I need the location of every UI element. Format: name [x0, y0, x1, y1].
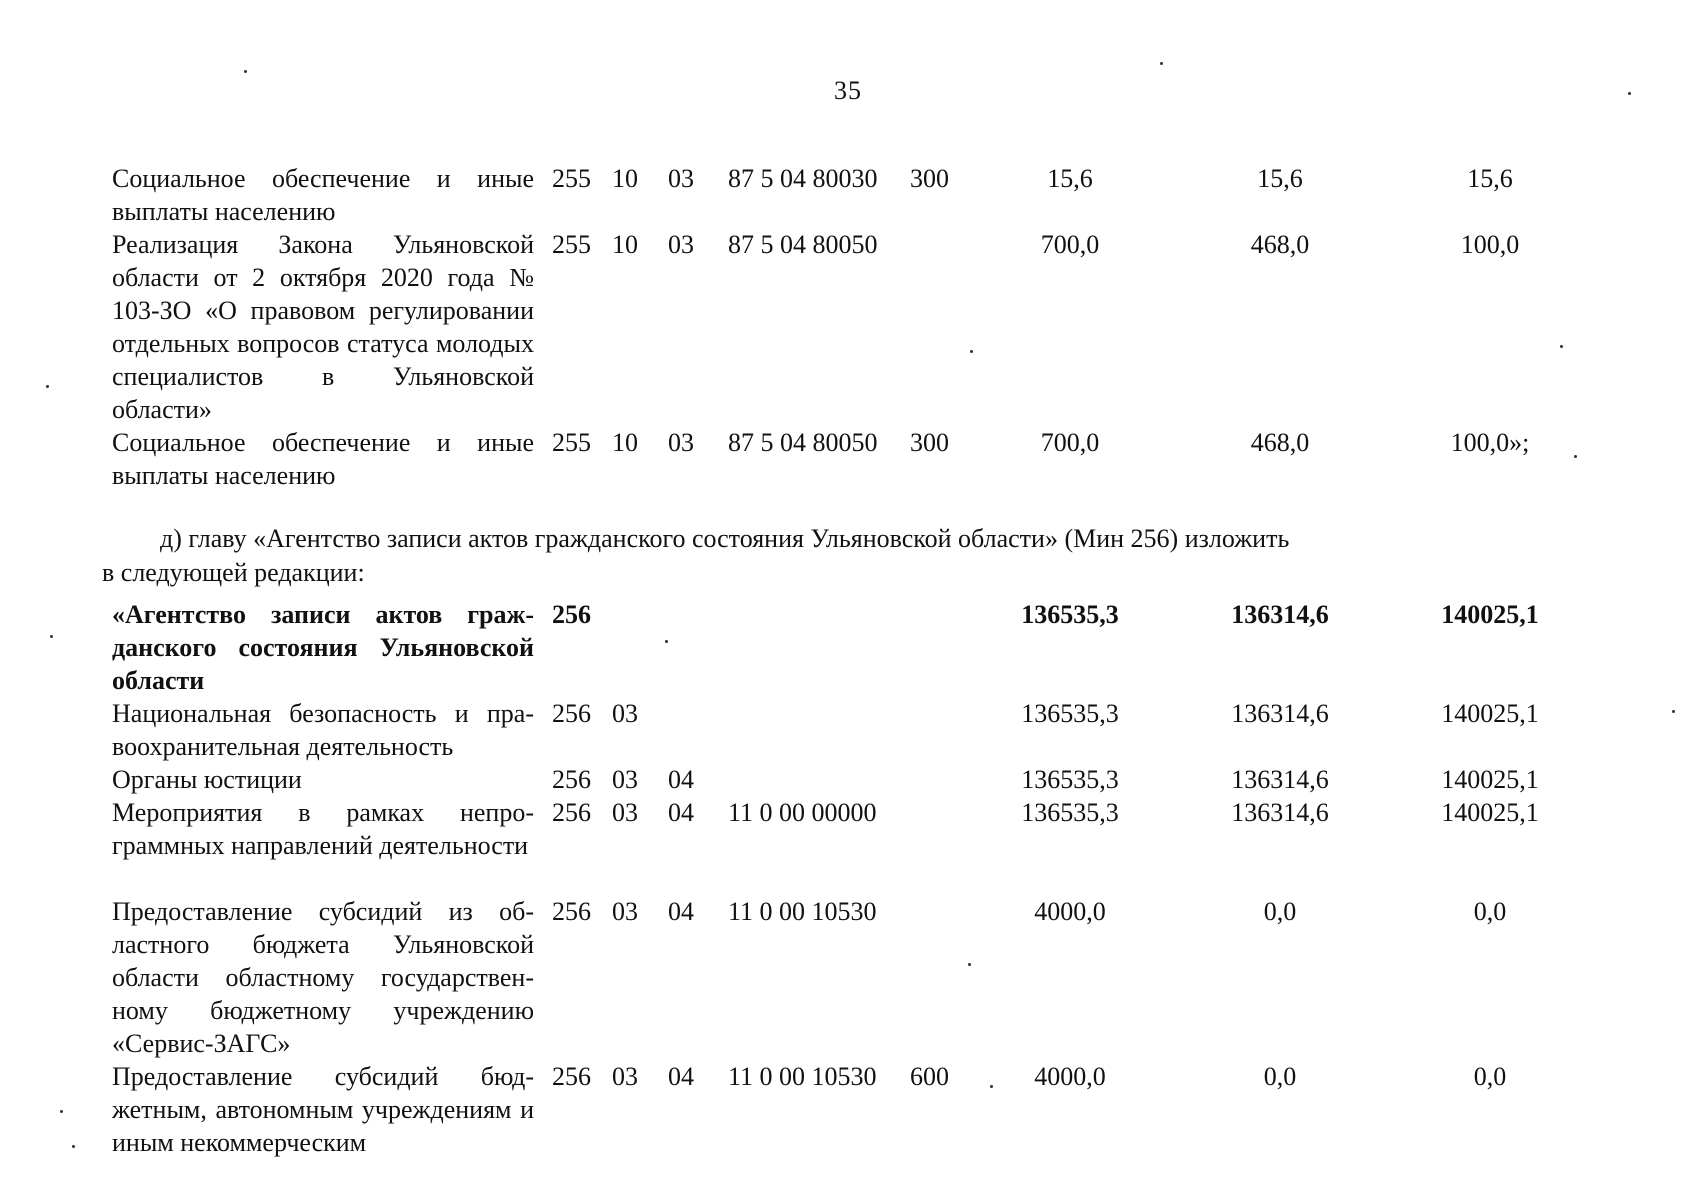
row-year3: 0,0: [1473, 1062, 1507, 1091]
row-csr: 87 5 04 80050: [728, 428, 878, 457]
row-csr: 87 5 04 80050: [728, 230, 878, 259]
row-min: 255: [552, 164, 591, 193]
scan-speck: [1628, 92, 1631, 95]
row-year2: 468,0: [1250, 428, 1310, 457]
table-row: [0, 598, 1696, 697]
row-year3: 15,6: [1467, 164, 1513, 193]
instruction-line-1: д) главу «Агентство записи актов гражданского состояния Ульяновской области» (Мин 256) изложить: [160, 524, 1290, 553]
row-year2: 0,0: [1263, 897, 1297, 926]
row-year1: 700,0: [1040, 230, 1100, 259]
row-vr: 300: [910, 428, 949, 457]
row-rz: 03: [612, 798, 638, 827]
row-year2: 136314,6: [1231, 699, 1329, 728]
scan-speck: [244, 70, 247, 73]
row-csr: 11 0 00 00000: [728, 798, 877, 827]
row-name: Мероприятия в рамках непрограммных направлений деятельности: [112, 798, 534, 860]
row-min: 256: [552, 600, 591, 629]
row-name: Социальное обеспечение и иные выплаты населению: [112, 164, 534, 226]
row-year3: 140025,1: [1441, 798, 1539, 827]
row-pr: 04: [668, 765, 694, 794]
row-pr: 03: [668, 164, 694, 193]
row-year2: 136314,6: [1231, 798, 1329, 827]
row-min: 256: [552, 699, 591, 728]
scan-speck: [1574, 455, 1577, 458]
row-year3: 140025,1: [1441, 699, 1539, 728]
row-rz: 10: [612, 428, 638, 457]
row-pr: 04: [668, 1062, 694, 1091]
row-year1: 700,0: [1040, 428, 1100, 457]
row-csr: 11 0 00 10530: [728, 1062, 877, 1091]
row-rz: 03: [612, 1062, 638, 1091]
row-name: Национальная безопасность и правоохранительная деятельность: [112, 699, 534, 761]
row-year3: 100,0»;: [1450, 428, 1530, 457]
page-number: 35: [834, 76, 862, 105]
table-row: [0, 763, 1696, 796]
row-pr: 04: [668, 798, 694, 827]
row-year3: 100,0: [1460, 230, 1520, 259]
row-year1: 136535,3: [1021, 699, 1119, 728]
row-rz: 03: [612, 765, 638, 794]
row-min: 255: [552, 428, 591, 457]
row-pr: 04: [668, 897, 694, 926]
row-year2: 0,0: [1263, 1062, 1297, 1091]
row-min: 256: [552, 897, 591, 926]
row-vr: 300: [910, 164, 949, 193]
row-pr: 03: [668, 428, 694, 457]
scan-speck: [46, 385, 49, 388]
row-name: Социальное обеспечение и иные выплаты населению: [112, 428, 534, 490]
table-row: [0, 796, 1696, 895]
table-row: [0, 697, 1696, 763]
row-name: «Агентство записи актов гражданского состояния Ульяновской области: [112, 600, 534, 695]
row-min: 255: [552, 230, 591, 259]
row-year2: 136314,6: [1231, 765, 1329, 794]
row-rz: 10: [612, 164, 638, 193]
row-year2: 468,0: [1250, 230, 1310, 259]
row-year1: 4000,0: [1034, 1062, 1106, 1091]
row-vr: 600: [910, 1062, 949, 1091]
row-year2: 136314,6: [1231, 600, 1329, 629]
row-csr: 87 5 04 80030: [728, 164, 878, 193]
row-name: Предоставление субсидий из областного бюджета Ульяновской области областному государственному бюджетному учреждению «Сервис-ЗАГС»: [112, 897, 534, 1058]
row-year1: 136535,3: [1021, 765, 1119, 794]
instruction-line-2: в следующей редакции:: [102, 558, 365, 587]
scan-speck: [1160, 62, 1163, 65]
scan-speck: [970, 350, 973, 353]
amendment-instruction: [102, 522, 1582, 590]
row-rz: 10: [612, 230, 638, 259]
row-name: Органы юстиции: [112, 765, 302, 794]
row-year3: 0,0: [1473, 897, 1507, 926]
table-row: [0, 895, 1696, 1060]
row-rz: 03: [612, 699, 638, 728]
scan-speck: [1560, 345, 1563, 348]
row-csr: 11 0 00 10530: [728, 897, 877, 926]
budget-table-fragment-2: [0, 598, 1696, 1159]
row-name: Реализация Закона Ульяновской области от 2 октября 2020 года № 103-ЗО «О правовом регулировании отдельных вопросов статуса молодых специалистов в Ульяновской области»: [112, 230, 534, 424]
row-min: 256: [552, 798, 591, 827]
scan-speck: [665, 640, 668, 643]
row-year1: 15,6: [1047, 164, 1093, 193]
scan-speck: [50, 635, 53, 638]
table-row: [0, 162, 1696, 228]
budget-table-fragment-1: [0, 162, 1696, 492]
scan-speck: [60, 1110, 63, 1113]
table-row: [0, 1060, 1696, 1159]
row-rz: 03: [612, 897, 638, 926]
row-year1: 136535,3: [1021, 600, 1119, 629]
row-year1: 136535,3: [1021, 798, 1119, 827]
row-year3: 140025,1: [1441, 600, 1539, 629]
scan-speck: [72, 1145, 75, 1148]
table-row: [0, 426, 1696, 492]
row-year3: 140025,1: [1441, 765, 1539, 794]
scan-speck: [968, 963, 971, 966]
row-pr: 03: [668, 230, 694, 259]
row-min: 256: [552, 765, 591, 794]
scan-speck: [990, 1085, 993, 1088]
row-year2: 15,6: [1257, 164, 1303, 193]
row-min: 256: [552, 1062, 591, 1091]
table-row: [0, 228, 1696, 426]
row-name: Предоставление субсидий бюджетным, автономным учреждениям и иным некоммерческим: [112, 1062, 534, 1157]
scan-speck: [1672, 710, 1675, 713]
row-year1: 4000,0: [1034, 897, 1106, 926]
